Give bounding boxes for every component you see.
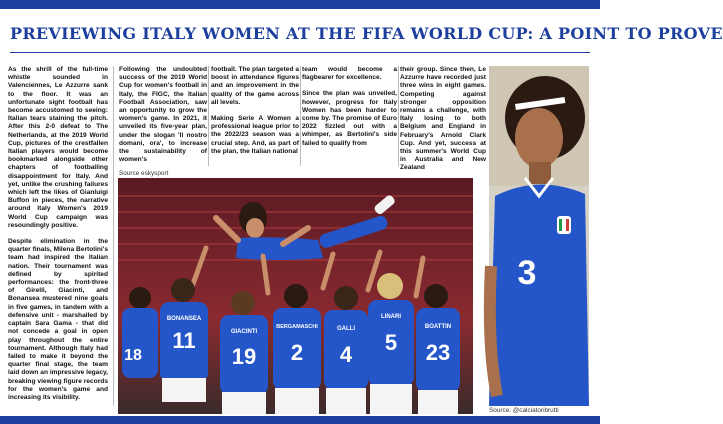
article-title: PREVIEWING ITALY WOMEN AT THE FIFA WORLD CUP: A POINT TO PROVE <box>10 24 723 43</box>
title-rule <box>10 52 590 53</box>
jersey-name: BOATTIN <box>424 324 452 330</box>
team-celebration-photo <box>118 178 473 414</box>
jersey-number: 19 <box>231 344 257 369</box>
paragraph: team would become a flagbearer for excellence. <box>302 66 397 82</box>
photo-caption: Source: @calciatoribrutti <box>489 407 559 414</box>
bottom-color-band <box>0 416 600 424</box>
jersey-name: BONANSEA <box>166 316 202 322</box>
text-column-4 <box>302 66 397 166</box>
text-column-5 <box>400 66 486 172</box>
column-divider <box>113 66 114 406</box>
jersey-number: 3 <box>517 254 537 292</box>
paragraph: their group. Since then, Le Azzurre have recorded just three wins in eight games. Competing against stronger opposition remains a challenge, with Italy losing to both Belgium and England in February's Arnold Clark Cup. And yet, success at this summer's World Cup in Australia and New Zealand <box>400 66 486 172</box>
column-divider <box>208 66 209 166</box>
text-column-1 <box>8 66 108 400</box>
team-photo-illustration <box>118 178 473 414</box>
jersey-name: BERGAMASCHI <box>276 324 318 330</box>
jersey-number: 4 <box>339 342 353 367</box>
column-divider <box>398 66 399 166</box>
jersey-number: 23 <box>425 340 451 365</box>
paragraph: Following the undoubted success of the 2019 World Cup for women's football in Italy, the FIGC, the Italian Football Association, saw an opportunity to grow the women's game. In 2021, it unveiled its five-year plan, under the slogan 'Il nostro domani, ora', to increase the sustainability of women's <box>119 66 207 164</box>
jersey-number: 5 <box>384 330 398 355</box>
paragraph: football. The plan targeted a boost in attendance figures and an improvement in the quality of the game across all levels. <box>211 66 299 106</box>
portrait-illustration <box>489 66 589 406</box>
player-portrait-photo <box>489 66 589 406</box>
jersey-number: 18 <box>124 347 142 364</box>
paragraph: Since the plan was unveiled, however, progress for Italy Women has been harder to come by. The promise of Euro 2022 fizzled out with a whimper, as Bertolini's side failed to qualify from <box>302 90 397 147</box>
text-column-3 <box>211 66 299 166</box>
jersey-name: GIACINTI <box>230 329 258 335</box>
jersey-name: LINARI <box>381 314 401 320</box>
column-divider <box>300 66 301 166</box>
photo-caption: Source eskysport <box>119 170 169 177</box>
jersey-number: 11 <box>172 328 196 353</box>
paragraph: Making Serie A Women a professional league prior to the 2022/23 season was a crucial step. And, as part of the plan, the Italian national <box>211 115 299 155</box>
top-color-band <box>0 0 600 9</box>
paragraph: As the shrill of the full-time whistle sounded in Valenciennes, Le Azzurre sank to the floor. It was an unfortunate sight football has become accustomed to seeing: Italian tears staining the pitch. After this 2-0 defeat to The Netherlands, at the 2019 World Cup, pictures of the crestfallen Italian players would become bookmarked alongside other chapters of footballing disappointment for Italy. And yet, unlike the crushing failures which left the likes of Gianluigi Buffon in pieces, the narrative around Italy Women's 2019 World Cup campaign was resoundingly positive. <box>8 66 108 229</box>
jersey-number: 2 <box>290 340 304 365</box>
jersey-name: GALLI <box>337 326 355 332</box>
paragraph: Despite elimination in the quarter finals, Milena Bertolini's team had inspired the Italian nation. Their tournament was defined by spirited performances: the front-three of Girelli, Giacinti, and Bonansea mustered nine goals in five games, in tandem with a defensive unit - marshalled by captain Sara Gama - that did not concede a goal in open play throughout the entire tournament. Although Italy had failed to make it beyond the quarter final stage, the team laid down an impressive legacy, breaking viewing figure records for the women's game and increasing its visibility. <box>8 238 108 401</box>
text-column-2 <box>119 66 207 166</box>
